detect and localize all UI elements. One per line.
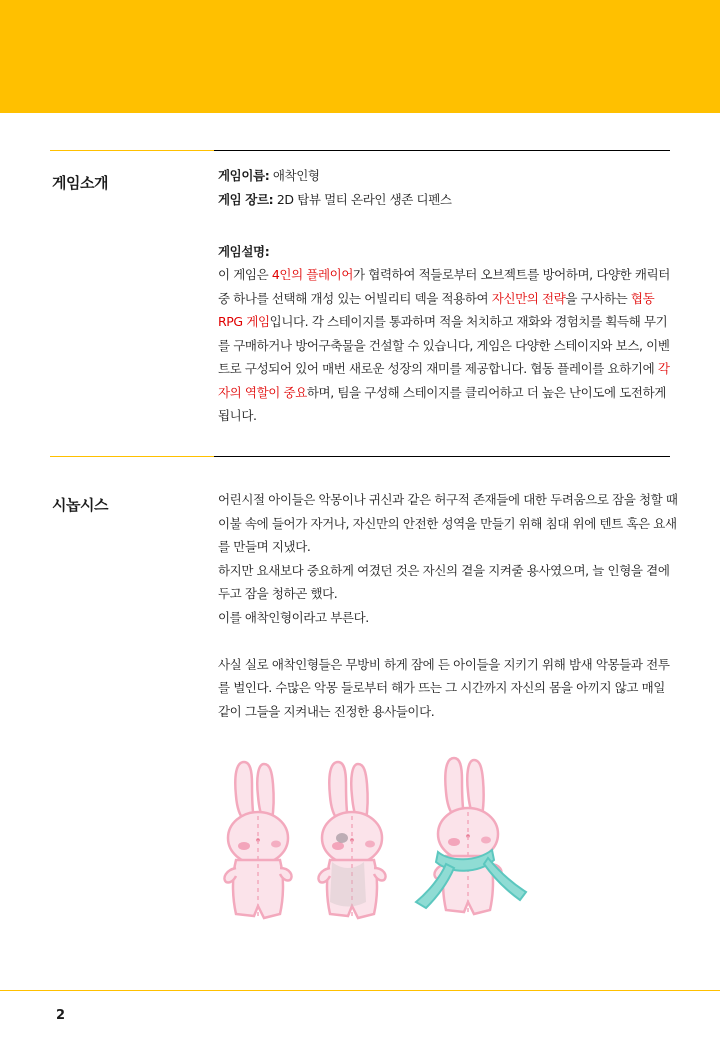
game-name-value: 애착인형 — [269, 168, 320, 183]
game-genre-label: 게임 장르: — [218, 191, 274, 207]
game-desc-label: 게임설명: — [218, 243, 270, 259]
rabbit-dolls-illustration — [214, 752, 544, 932]
description-text: 이 게임은 — [218, 267, 272, 282]
footer-divider — [0, 990, 720, 991]
synopsis-paragraph: 사실 실로 애착인형들은 무방비 하게 잠에 든 아이들을 지키기 위해 밤새 악몽들과 전투를 벌인다. 수많은 악몽 들로부터 해가 뜨는 그 시간까지 자신의 몸을 아끼지 않고 매일 같이 그들을 지켜내는 진정한 용사들이다. — [218, 656, 670, 719]
synopsis-paragraph: 어린시절 아이들은 악몽이나 귀신과 같은 허구적 존재들에 대한 두려움으로 잠을 청할 때 이불 속에 들어가 자거나, 자신만의 안전한 성역을 만들기 위해 침대 위에 텐트 혹은 요새를 만들며 지냈다. — [218, 492, 678, 554]
synopsis-paragraph: 하지만 요새보다 중요하게 여겼던 것은 자신의 곁을 지켜줄 용사였으며, 늘 인형을 곁에 두고 잠을 청하곤 했다. — [218, 562, 670, 601]
description-text: 입니다. 각 스테이지를 통과하며 적을 처치하고 재화와 경험치를 획득해 무기를 구매하거나 방어구축물을 건설할 수 있습니다, 게임은 다양한 스테이지와 보스, 이벤트로 구성되어 있어 매번 새로운 성장의 재미를 제공합니다. 협동 플레이를 요하기에 — [218, 314, 670, 376]
game-genre-value: 2D 탑뷰 멀티 온라인 생존 디펜스 — [273, 191, 452, 207]
description-text: 가 협력하여 적들로부터 오브젝트를 방어하며, 다양한 캐릭터 중 하나를 선택해 개성 있는 어빌리티 덱을 적용하여 — [218, 267, 670, 306]
highlighted-phrase: 자신만의 전략 — [491, 290, 566, 306]
section-divider-accent — [50, 456, 214, 457]
highlighted-phrase: 4인의 플레이어 — [271, 267, 354, 282]
section-divider — [214, 150, 670, 151]
section-divider — [214, 456, 670, 457]
page-number: 2 — [56, 1008, 66, 1023]
synopsis-paragraph: 이를 애착인형이라고 부른다. — [218, 609, 369, 625]
game-name-label: 게임이름: — [218, 168, 270, 183]
game-description — [218, 263, 678, 428]
intro-section-title: 게임소개 — [52, 174, 108, 192]
highlighted-phrase: 각자의 역할이 중요 — [218, 361, 670, 400]
description-text: 하며, 팀을 구성해 스테이지를 클리어하고 더 높은 난이도에 도전하게 됩니다. — [218, 384, 666, 423]
description-text: 을 구사하는 — [565, 290, 631, 306]
game-genre-line — [218, 188, 678, 212]
header-band — [0, 0, 720, 113]
game-name-line — [218, 164, 678, 188]
synopsis-section-body — [218, 488, 678, 723]
highlighted-phrase: 협동 RPG 게임 — [218, 290, 655, 329]
section-divider-accent — [50, 150, 214, 151]
intro-section-body — [218, 164, 678, 428]
synopsis-section-title: 시놉시스 — [52, 496, 108, 514]
